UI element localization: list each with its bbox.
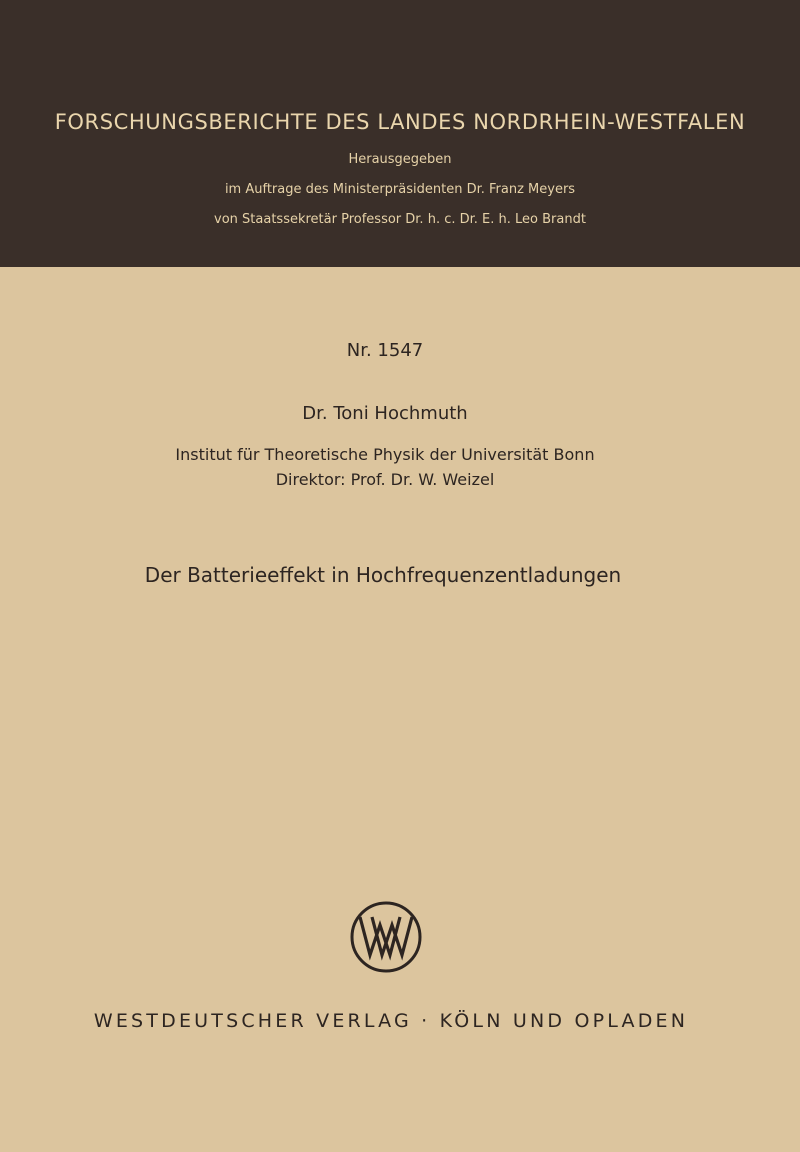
series-title: FORSCHUNGSBERICHTE DES LANDES NORDRHEIN-WESTFALEN [54,110,746,134]
header-line-commission: im Auftrage des Ministerpräsidenten Dr. Franz Meyers [224,182,576,197]
ww-circle-logo-icon [350,901,422,973]
header-band [0,0,800,267]
author-name: Dr. Toni Hochmuth [302,403,468,424]
header-line-editor: Herausgegeben [348,152,452,167]
report-number: Nr. 1547 [346,340,424,361]
director-line: Direktor: Prof. Dr. W. Weizel [275,470,495,489]
report-title: Der Batterieeffekt in Hochfrequenzentladungen [144,563,622,587]
publisher-name: WESTDEUTSCHER VERLAG · KÖLN UND OPLADEN [93,1010,689,1032]
institute-name: Institut für Theoretische Physik der Universität Bonn [175,445,595,464]
header-line-secretary: von Staatssekretär Professor Dr. h. c. Dr. E. h. Leo Brandt [214,212,586,227]
